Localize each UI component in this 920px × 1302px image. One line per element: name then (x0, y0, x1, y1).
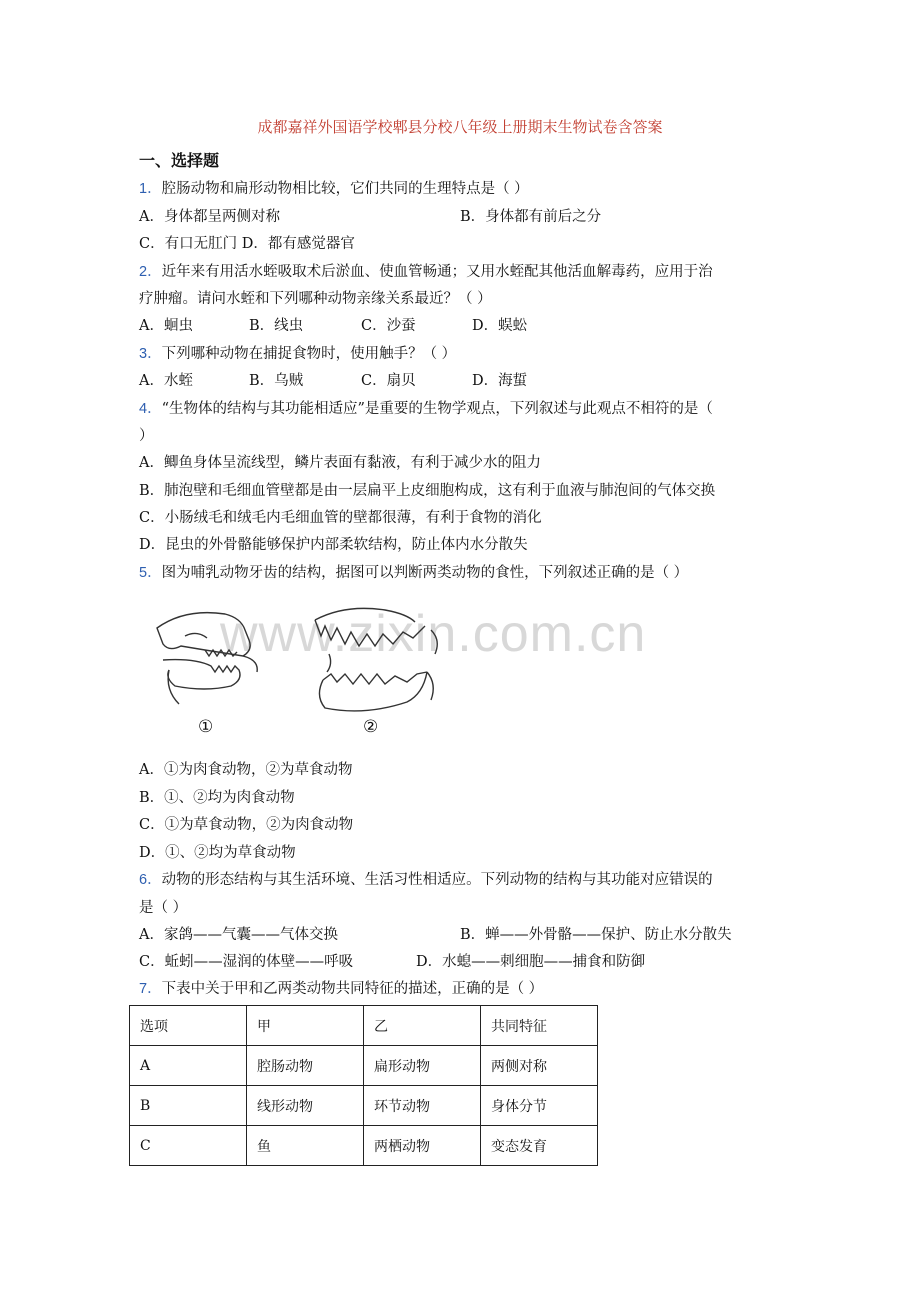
table-row (130, 1046, 598, 1086)
q1-option-b: B．身体都有前后之分 (460, 209, 602, 225)
table-header-cell: 甲 (247, 1006, 364, 1046)
question-2-stem-cont: 疗肿瘤。请问水蛭和下列哪种动物亲缘关系最近？（ ） (139, 291, 492, 307)
q2-option-b: B．线虫 (249, 318, 304, 334)
q4-option-a: A．鲫鱼身体呈流线型，鳞片表面有黏液，有利于减少水的阻力 (139, 455, 541, 471)
question-6-stem-cont: 是（ ） (139, 900, 188, 916)
table-cell: 腔肠动物 (247, 1046, 364, 1086)
table-cell: B (130, 1086, 247, 1126)
q5-option-b: B．①、②均为肉食动物 (139, 790, 295, 806)
q5-option-d: D．①、②均为草食动物 (139, 845, 296, 861)
question-4-stem-cont: ） (139, 428, 154, 444)
q3-option-a: A．水蛭 (139, 373, 193, 389)
table-cell: 变态发育 (481, 1126, 598, 1166)
q3-option-b: B．乌贼 (249, 373, 304, 389)
table-cell: 线形动物 (247, 1086, 364, 1126)
q2-option-c: C．沙蚕 (361, 318, 416, 334)
q3-option-d: D．海蜇 (472, 373, 528, 389)
q1-option-cd: C．有口无肛门 D．都有感觉器官 (139, 236, 355, 252)
question-3-stem: 3．下列哪种动物在捕捉食物时，使用触手？（ ） (139, 346, 457, 362)
table-row (130, 1006, 598, 1046)
q4-option-c: C．小肠绒毛和绒毛内毛细血管的壁都很薄，有利于食物的消化 (139, 510, 542, 526)
table-header-cell: 共同特征 (481, 1006, 598, 1046)
q7-table (129, 1005, 598, 1166)
q2-option-a: A．蛔虫 (139, 318, 193, 334)
q5-option-c: C．①为草食动物，②为肉食动物 (139, 817, 354, 833)
q2-option-d: D．蜈蚣 (472, 318, 528, 334)
table-header-cell: 选项 (130, 1006, 247, 1046)
table-cell: C (130, 1126, 247, 1166)
question-7-stem: 7．下表中关于甲和乙两类动物共同特征的描述，正确的是（ ） (139, 981, 544, 997)
table-row (130, 1086, 598, 1126)
carnivore-skull-drawing (315, 608, 437, 711)
watermark: www.zixin.com.cn (220, 605, 647, 663)
question-2-stem: 2．近年来有用活水蛭吸取术后淤血、使血管畅通；又用水蛭配其他活血解毒药，应用于治 (139, 264, 713, 280)
table-cell: 身体分节 (481, 1086, 598, 1126)
table-cell: 扁形动物 (364, 1046, 481, 1086)
table-cell: 两侧对称 (481, 1046, 598, 1086)
q6-option-a: A．家鸽——气囊——气体交换 (139, 927, 338, 943)
question-5-stem: 5．图为哺乳动物牙齿的结构，据图可以判断两类动物的食性，下列叙述正确的是（ ） (139, 565, 689, 581)
herbivore-skull-drawing (157, 613, 257, 704)
document-title: 成都嘉祥外国语学校郫县分校八年级上册期末生物试卷含答案 (257, 118, 663, 136)
teeth-figure (145, 600, 445, 740)
figure-label-2: ② (363, 717, 379, 737)
q4-option-b: B．肺泡壁和毛细血管壁都是由一层扁平上皮细胞构成，这有利于血液与肺泡间的气体交换 (139, 483, 716, 499)
table-cell: 鱼 (247, 1126, 364, 1166)
section-heading: 一、选择题 (139, 151, 220, 170)
table-cell: 环节动物 (364, 1086, 481, 1126)
q6-option-c: C．蚯蚓——湿润的体壁——呼吸 (139, 954, 354, 970)
q6-option-d: D．水螅——刺细胞——捕食和防御 (416, 954, 646, 970)
question-1-stem: 1．腔肠动物和扁形动物相比较，它们共同的生理特点是（ ） (139, 181, 529, 197)
q1-option-a: A．身体都呈两侧对称 (139, 209, 280, 225)
question-4-stem: 4．“生物体的结构与其功能相适应”是重要的生物学观点，下列叙述与此观点不相符的是（ (139, 401, 713, 417)
table-header-cell: 乙 (364, 1006, 481, 1046)
figure-label-1: ① (198, 717, 214, 737)
q3-option-c: C．扇贝 (361, 373, 416, 389)
question-6-stem: 6．动物的形态结构与其生活环境、生活习性相适应。下列动物的结构与其功能对应错误的 (139, 872, 713, 888)
q4-option-d: D．昆虫的外骨骼能够保护内部柔软结构，防止体内水分散失 (139, 537, 528, 553)
q5-option-a: A．①为肉食动物，②为草食动物 (139, 762, 353, 778)
table-cell: A (130, 1046, 247, 1086)
q6-option-b: B．蝉——外骨骼——保护、防止水分散失 (460, 927, 732, 943)
table-row (130, 1126, 598, 1166)
table-cell: 两栖动物 (364, 1126, 481, 1166)
